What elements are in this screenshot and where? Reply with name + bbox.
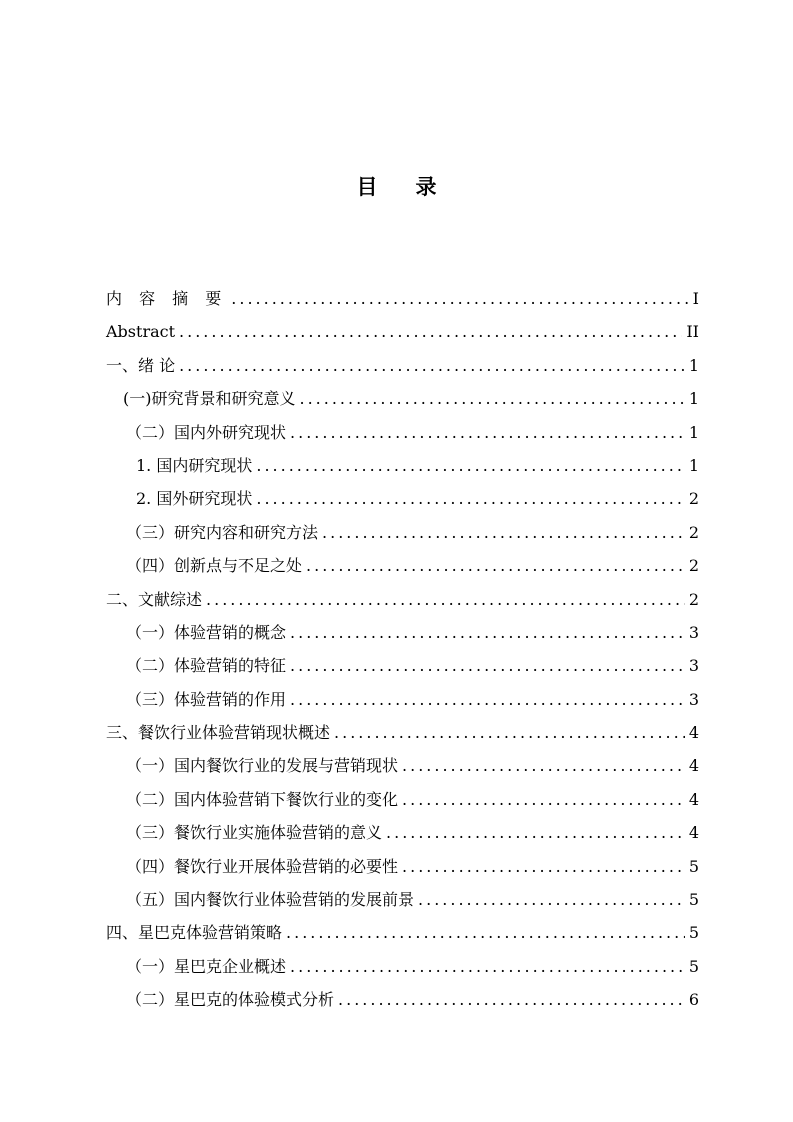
toc-entry[interactable] (106, 282, 699, 315)
toc-dot-leader (286, 916, 685, 949)
toc-dot-leader (322, 516, 685, 549)
toc-dot-leader (418, 883, 685, 916)
toc-entry-label: （三）研究内容和研究方法 (126, 522, 319, 542)
toc-entry-label: （二）国内外研究现状 (126, 422, 287, 442)
toc-entry[interactable] (106, 783, 699, 816)
toc-entry-page-number: 6 (688, 990, 699, 1010)
toc-dot-leader (290, 649, 685, 682)
toc-entry-label: （四）餐饮行业开展体验营销的必要性 (126, 856, 399, 876)
toc-dot-leader (231, 282, 688, 315)
toc-entry-page-number: 2 (688, 589, 699, 609)
toc-entry[interactable] (106, 616, 699, 649)
toc-entry-label: （一）体验营销的概念 (126, 622, 287, 642)
table-of-contents (106, 282, 699, 1017)
toc-dot-leader (402, 749, 685, 782)
toc-dot-leader (290, 950, 685, 983)
toc-entry-page-number: 4 (688, 823, 699, 843)
toc-entry-page-number: 3 (688, 656, 699, 676)
toc-entry[interactable] (106, 649, 699, 682)
toc-entry-label: （三）餐饮行业实施体验营销的意义 (126, 823, 383, 843)
toc-entry-label: （一）星巴克企业概述 (126, 956, 287, 976)
toc-entry[interactable] (106, 382, 699, 415)
toc-dot-leader (179, 315, 682, 348)
toc-entry-page-number: 4 (688, 789, 699, 809)
toc-entry[interactable] (106, 349, 699, 382)
toc-entry[interactable] (106, 516, 699, 549)
toc-entry-page-number: 4 (688, 723, 699, 743)
toc-entry-page-number: 1 (688, 422, 699, 442)
toc-dot-leader (256, 449, 684, 482)
toc-dot-leader (300, 382, 685, 415)
toc-entry-label: （一）国内餐饮行业的发展与营销现状 (126, 756, 399, 776)
toc-entry-label: （二）体验营销的特征 (126, 656, 287, 676)
toc-entry-page-number: 2 (688, 522, 699, 542)
toc-entry-page-number: 5 (688, 856, 699, 876)
toc-entry-label: 四、星巴克体验营销策略 (106, 923, 283, 943)
toc-dot-leader (206, 583, 685, 616)
toc-dot-leader (402, 783, 685, 816)
toc-entry-page-number: 3 (688, 622, 699, 642)
toc-dot-leader (256, 482, 684, 515)
toc-entry-label: 1. 国内研究现状 (136, 455, 253, 475)
toc-entry[interactable] (106, 916, 699, 949)
toc-dot-leader (179, 349, 685, 382)
toc-entry[interactable] (106, 449, 699, 482)
toc-entry[interactable] (106, 850, 699, 883)
toc-dot-leader (306, 549, 685, 582)
toc-dot-leader (290, 416, 685, 449)
toc-entry[interactable] (106, 315, 699, 348)
toc-entry[interactable] (106, 749, 699, 782)
toc-entry-page-number: 4 (688, 756, 699, 776)
toc-dot-leader (290, 616, 685, 649)
toc-entry-page-number: 1 (688, 389, 699, 409)
toc-dot-leader (338, 983, 685, 1016)
toc-dot-leader (334, 716, 685, 749)
toc-dot-leader (402, 850, 685, 883)
toc-entry-label: Abstract (106, 322, 176, 342)
toc-entry[interactable] (106, 683, 699, 716)
toc-entry[interactable] (106, 716, 699, 749)
toc-entry-page-number: 5 (688, 956, 699, 976)
toc-entry[interactable] (106, 883, 699, 916)
toc-entry[interactable] (106, 583, 699, 616)
toc-entry[interactable] (106, 549, 699, 582)
toc-entry-page-number: 1 (688, 455, 699, 475)
toc-entry-page-number: 1 (688, 355, 699, 375)
toc-entry[interactable] (106, 416, 699, 449)
toc-entry-label: 三、餐饮行业体验营销现状概述 (106, 723, 331, 743)
toc-entry-page-number: 2 (688, 556, 699, 576)
toc-entry-label: （四）创新点与不足之处 (126, 556, 303, 576)
toc-dot-leader (386, 816, 685, 849)
toc-entry-page-number: I (692, 289, 699, 308)
toc-entry-label: （三）体验营销的作用 (126, 689, 287, 709)
toc-entry[interactable] (106, 816, 699, 849)
toc-entry-label: 内 容 摘 要 (106, 289, 228, 308)
toc-entry-page-number: 2 (688, 489, 699, 509)
toc-entry[interactable] (106, 983, 699, 1016)
toc-entry-label: （五）国内餐饮行业体验营销的发展前景 (126, 890, 415, 910)
toc-entry-label: 一、绪 论 (106, 355, 176, 375)
toc-entry-page-number: 3 (688, 689, 699, 709)
toc-entry-label: (一)研究背景和研究意义 (123, 389, 296, 409)
toc-entry-label: 二、文献综述 (106, 589, 203, 609)
page-title: 目录 (356, 175, 475, 199)
toc-entry-page-number: II (686, 322, 699, 342)
toc-entry-page-number: 5 (688, 890, 699, 910)
toc-entry[interactable] (106, 950, 699, 983)
toc-entry-label: 2. 国外研究现状 (136, 489, 253, 509)
toc-entry-label: （二）星巴克的体验模式分析 (126, 990, 335, 1010)
toc-entry-label: （二）国内体验营销下餐饮行业的变化 (126, 789, 399, 809)
toc-entry-page-number: 5 (688, 923, 699, 943)
toc-dot-leader (290, 683, 685, 716)
toc-entry[interactable] (106, 482, 699, 515)
